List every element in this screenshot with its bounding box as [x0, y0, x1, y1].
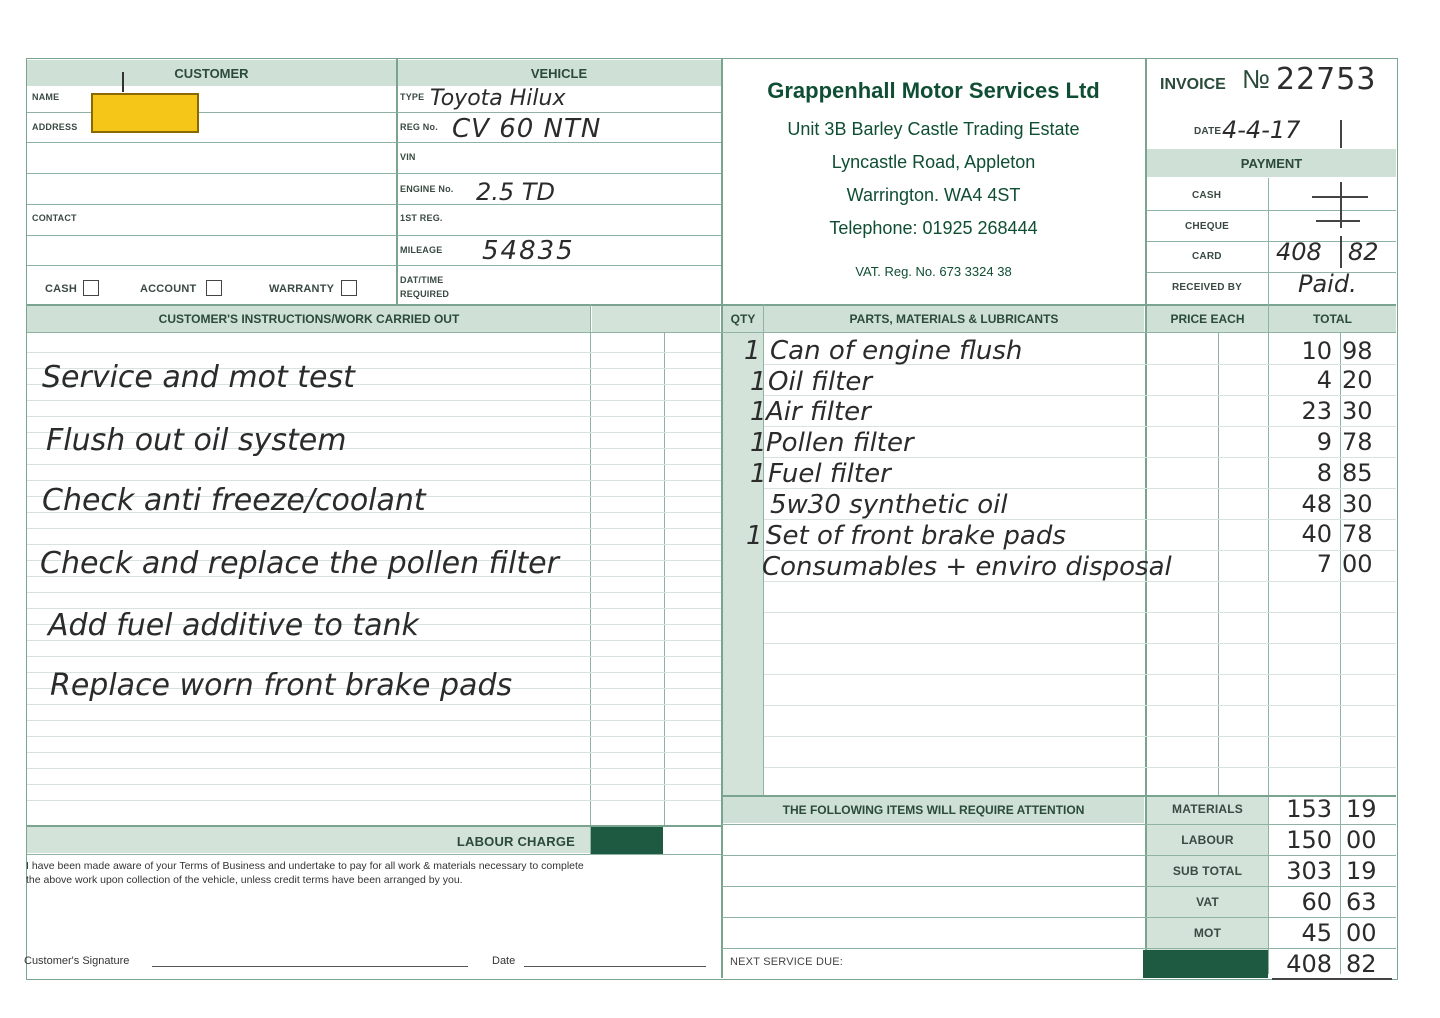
mileage-value: 54835: [482, 236, 575, 266]
pen-mark: [1340, 236, 1342, 268]
first-reg-label: 1ST REG.: [400, 213, 443, 223]
datetime-label-2: REQUIRED: [400, 289, 450, 299]
part-pounds: 9: [1316, 428, 1332, 456]
cash-checkbox[interactable]: [83, 280, 99, 296]
grand-total-pounds: 408: [1286, 950, 1332, 978]
part-pounds: 7: [1316, 550, 1332, 578]
type-label: TYPE: [400, 92, 425, 102]
subtotal-pounds: 303: [1286, 857, 1332, 885]
rule: [397, 204, 721, 205]
rule: [1147, 210, 1396, 211]
instruction-line: Service and mot test: [42, 360, 355, 395]
parts-header: PARTS, MATERIALS & LUBRICANTS: [764, 306, 1144, 332]
rule: [722, 855, 1396, 856]
part-qty: 1: [750, 367, 767, 397]
part-pence: 30: [1342, 397, 1373, 425]
part-pence: 30: [1342, 490, 1373, 518]
rule: [722, 824, 1396, 825]
datetime-label-1: DAT/TIME: [400, 275, 444, 285]
signature-label: Customer's Signature: [24, 955, 130, 967]
mot-label: MOT: [1193, 926, 1222, 940]
rule: [27, 332, 1396, 333]
account-checkbox[interactable]: [206, 280, 222, 296]
rule: [722, 917, 1396, 918]
part-desc: Consumables + enviro disposal: [762, 552, 1172, 582]
rule: [27, 265, 396, 266]
divider: [590, 304, 591, 854]
received-by-value: Paid.: [1298, 270, 1357, 298]
part-qty: 1: [746, 521, 763, 551]
grand-total-label-bar: [1143, 950, 1268, 978]
instruction-line: Check anti freeze/coolant: [42, 483, 426, 518]
part-qty: 1: [750, 428, 767, 458]
part-desc: Pollen filter: [766, 428, 914, 458]
divider: [1268, 304, 1269, 974]
customer-header: CUSTOMER: [27, 60, 396, 86]
received-by-label: RECEIVED BY: [1172, 282, 1242, 293]
total-header: TOTAL: [1269, 306, 1396, 332]
instruction-line: Check and replace the pollen filter: [40, 546, 559, 581]
labour-charge-value-box: [591, 827, 663, 854]
mot-pounds: 45: [1301, 919, 1332, 947]
company-address-2: Lyncastle Road, Appleton: [831, 152, 1036, 172]
warranty-option-label: WARRANTY: [269, 283, 335, 295]
invoice-no-symbol: №: [1242, 64, 1270, 94]
rule: [27, 204, 396, 205]
part-pence: 78: [1342, 520, 1373, 548]
part-qty: 1: [750, 459, 767, 489]
part-pence: 00: [1342, 550, 1373, 578]
vat-pence: 63: [1346, 888, 1377, 916]
vehicle-header: VEHICLE: [397, 60, 721, 86]
grand-total-pence: 82: [1346, 950, 1377, 978]
mot-pence: 00: [1346, 919, 1377, 947]
part-desc: Fuel filter: [768, 459, 891, 489]
part-desc: 5w30 synthetic oil: [770, 490, 1008, 520]
date-label: DATE: [1194, 126, 1222, 137]
company-vat: VAT. Reg. No. 673 3324 38: [855, 264, 1012, 279]
engine-label: ENGINE No.: [400, 184, 454, 194]
rule: [27, 173, 396, 174]
part-pounds: 10: [1301, 337, 1332, 365]
rule: [722, 948, 1396, 949]
part-pounds: 40: [1301, 520, 1332, 548]
part-desc: Air filter: [766, 397, 871, 427]
card-pence: 82: [1348, 238, 1379, 266]
part-pounds: 4: [1316, 366, 1332, 394]
qty-header: QTY: [723, 306, 763, 332]
card-pounds: 408: [1276, 238, 1322, 266]
company-address-1: Unit 3B Barley Castle Trading Estate: [787, 119, 1080, 139]
terms-line-1: I have been made aware of your Terms of Business and undertake to pay for all work & materials necessary to complete: [26, 860, 584, 872]
invoice-label: INVOICE: [1160, 76, 1226, 93]
labour-charge-label: LABOUR CHARGE: [456, 834, 575, 849]
reg-value: CV 60 NTN: [452, 114, 602, 144]
attention-header: THE FOLLOWING ITEMS WILL REQUIRE ATTENTION: [723, 797, 1144, 823]
materials-label: MATERIALS: [1172, 802, 1243, 816]
payment-card-label: CARD: [1192, 251, 1222, 262]
payment-header: PAYMENT: [1147, 149, 1396, 177]
signature-line[interactable]: [152, 966, 468, 967]
warranty-checkbox[interactable]: [341, 280, 357, 296]
price-each-header: PRICE EACH: [1147, 306, 1268, 332]
part-desc: Set of front brake pads: [766, 521, 1066, 551]
part-pence: 98: [1342, 337, 1373, 365]
divider: [396, 58, 398, 304]
invoice-number: 22753: [1276, 62, 1377, 97]
payment-cheque-label: CHEQUE: [1185, 221, 1229, 232]
rule: [27, 854, 721, 855]
company-name: Grappenhall Motor Services Ltd: [767, 78, 1100, 103]
vin-label: VIN: [400, 152, 416, 162]
address-label: ADDRESS: [32, 122, 78, 132]
part-pence: 85: [1342, 459, 1373, 487]
pen-mark: [122, 72, 124, 92]
mileage-label: MILEAGE: [400, 245, 443, 255]
name-label: NAME: [32, 92, 60, 102]
header-shade: [592, 306, 720, 332]
part-qty: 1: [744, 336, 761, 366]
materials-pence: 19: [1346, 795, 1377, 823]
pen-mark: [1340, 120, 1342, 148]
payment-cash-label: CASH: [1192, 190, 1222, 201]
rule: [27, 142, 396, 143]
engine-value: 2.5 TD: [476, 178, 555, 206]
part-pence: 20: [1342, 366, 1373, 394]
rule: [722, 886, 1396, 887]
pen-mark: [1340, 182, 1342, 212]
part-pounds: 8: [1316, 459, 1332, 487]
reg-label: REG No.: [400, 122, 438, 132]
labour-pounds: 150: [1286, 826, 1332, 854]
rule: [27, 112, 396, 113]
part-pounds: 23: [1301, 397, 1332, 425]
divider: [1218, 332, 1219, 796]
type-value: Toyota Hilux: [430, 86, 566, 111]
divider: [1268, 178, 1269, 306]
account-option-label: ACCOUNT: [140, 283, 197, 295]
rule: [1147, 272, 1396, 273]
vat-label: VAT: [1196, 895, 1219, 909]
rule: [27, 235, 396, 236]
materials-pounds: 153: [1286, 795, 1332, 823]
next-service-label: NEXT SERVICE DUE:: [730, 956, 844, 968]
vat-pounds: 60: [1301, 888, 1332, 916]
part-desc: Can of engine flush: [770, 336, 1023, 366]
company-address-3: Warrington. WA4 4ST: [846, 185, 1021, 205]
subtotal-pence: 19: [1346, 857, 1377, 885]
part-desc: Oil filter: [768, 367, 873, 397]
terms-line-2: the above work upon collection of the vehicle, unless credit terms have been arranged by you.: [26, 874, 463, 886]
pen-mark: [1316, 220, 1360, 222]
sign-date-line[interactable]: [524, 966, 706, 967]
rule: [397, 173, 721, 174]
labour-label: LABOUR: [1181, 833, 1234, 847]
contact-label: CONTACT: [32, 213, 77, 223]
instruction-line: Flush out oil system: [46, 423, 347, 458]
divider: [1340, 332, 1341, 974]
rule: [397, 112, 721, 113]
pen-mark: [1340, 212, 1342, 228]
part-qty: 1: [750, 397, 767, 427]
part-pence: 78: [1342, 428, 1373, 456]
instruction-line: Replace worn front brake pads: [50, 668, 513, 703]
instructions-header: CUSTOMER'S INSTRUCTIONS/WORK CARRIED OUT: [27, 306, 591, 332]
instruction-line: Add fuel additive to tank: [48, 608, 419, 643]
subtotal-label: SUB TOTAL: [1172, 864, 1243, 878]
redacted-name-box: [91, 93, 199, 133]
date-value: 4-4-17: [1222, 116, 1301, 144]
pen-mark: [1272, 978, 1392, 980]
part-pounds: 48: [1301, 490, 1332, 518]
labour-pence: 00: [1346, 826, 1377, 854]
sign-date-label: Date: [492, 955, 516, 967]
cash-option-label: CASH: [45, 283, 77, 295]
company-telephone: Telephone: 01925 268444: [829, 218, 1038, 238]
